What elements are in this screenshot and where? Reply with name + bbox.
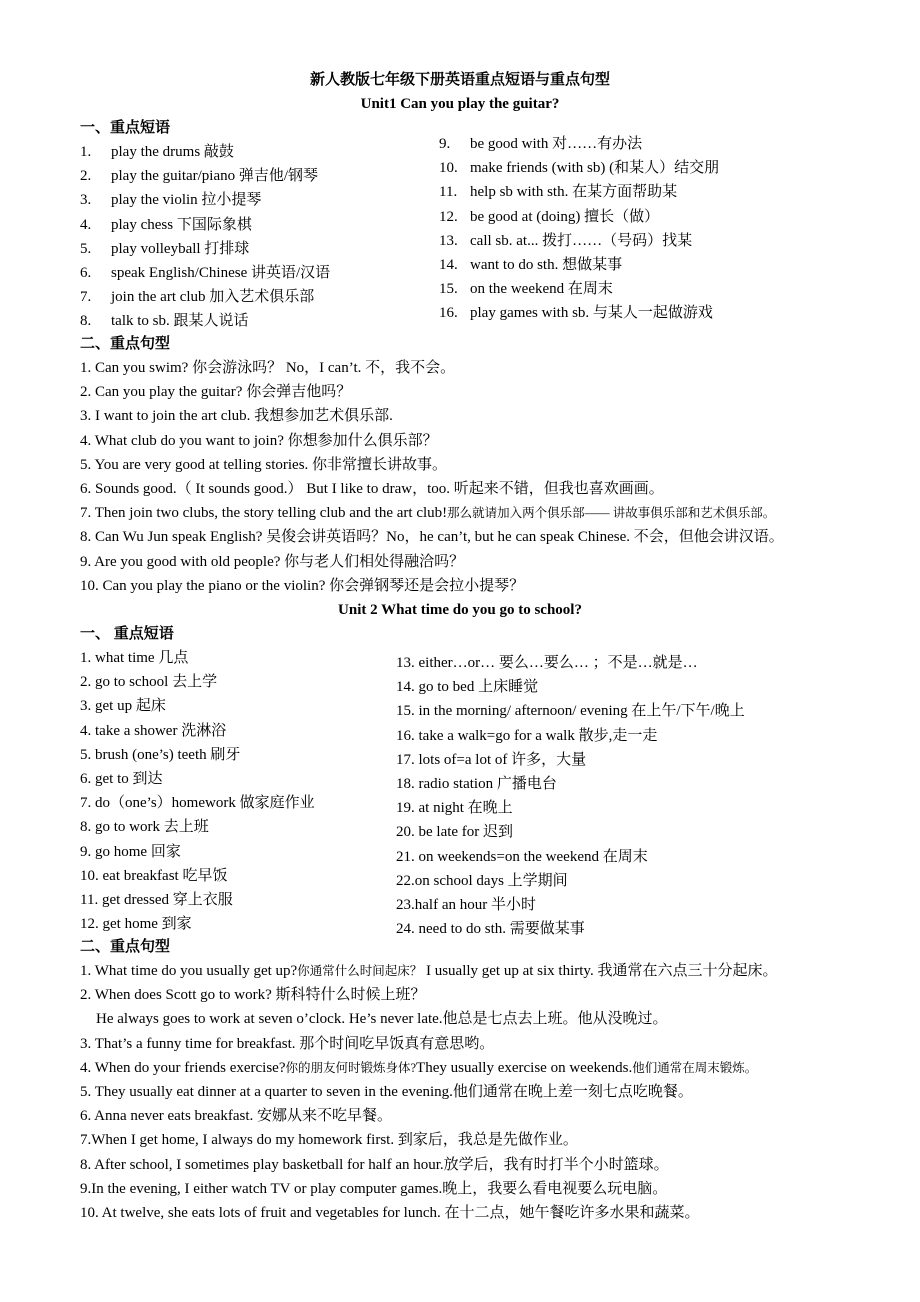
- item-text: want to do sth. 想做某事: [470, 256, 623, 273]
- unit1-phrases-heading: 一、重点短语: [80, 120, 171, 136]
- list-item: [80, 164, 330, 188]
- item-number: 11.: [439, 184, 458, 201]
- unit2-phrases-heading: 一、 重点短语: [80, 626, 174, 642]
- list-item: 9. go home 回家: [80, 843, 181, 860]
- sentence: [80, 550, 784, 574]
- sentence-text: 10. At twelve, she eats lots of fruit and vegetables for lunch. 在十二点，她午餐吃许多水果和蔬菜。: [80, 1204, 700, 1221]
- list-item: 1. what time 几点: [80, 650, 189, 666]
- item-text: be good with 对……有办法: [470, 136, 643, 152]
- sentence-text: 9.In the evening, I either watch TV or play computer games.晚上，我要么看电视要么玩电脑。: [80, 1180, 668, 1197]
- item-text: play the violin 拉小提琴: [111, 192, 262, 209]
- item-text: join the art club 加入艺术俱乐部: [111, 289, 315, 306]
- sentence: [80, 1056, 777, 1080]
- list-item: 3. get up 起床: [80, 698, 166, 715]
- sentence-text: He always goes to work at seven o’clock. He’s never late.他总是七点去上班。他从没晚过。: [96, 1011, 668, 1028]
- item-number: 13.: [439, 232, 458, 249]
- sentence-translation: 你的朋友何时锻炼身体?: [285, 1060, 417, 1075]
- unit2-sentences-list: [80, 959, 777, 1225]
- sentence: [80, 983, 777, 1007]
- sentence: [80, 1007, 777, 1031]
- item-number: 14.: [439, 256, 458, 273]
- list-item: [439, 180, 719, 204]
- list-item: [439, 229, 719, 253]
- list-item: 11. get dressed 穿上衣服: [80, 891, 233, 908]
- list-item: 22.on school days 上学期间: [396, 872, 568, 889]
- sentence-text: 5. You are very good at telling stories. 你非常擅长讲故事。: [80, 456, 448, 473]
- list-item: [80, 213, 330, 237]
- item-number: 5.: [80, 240, 92, 257]
- sentence: [80, 574, 784, 598]
- list-item: [439, 277, 719, 301]
- item-number: 2.: [80, 168, 92, 185]
- sentence-text: 3. I want to join the art club. 我想参加艺术俱乐部.: [80, 408, 393, 425]
- item-number: 7.: [80, 289, 92, 306]
- list-item: [439, 301, 719, 325]
- sentence-answer-translation: 他们通常在周末锻炼。: [632, 1060, 758, 1075]
- list-item: [439, 253, 719, 277]
- sentence-answer: I usually get up at six thirty. 我通常在六点三十分起床。: [422, 963, 778, 979]
- list-item: 24. need to do sth. 需要做某事: [396, 921, 585, 938]
- sentence: [80, 477, 784, 501]
- list-item: 13. either…or… 要么…要么… ；不是…就是…: [396, 655, 698, 671]
- unit1-sentences-heading: 二、重点句型: [80, 336, 171, 352]
- list-item: [80, 237, 330, 261]
- item-number: 10.: [439, 160, 458, 177]
- sentence: [80, 525, 784, 549]
- sentence: [80, 959, 777, 983]
- item-text: help sb with sth. 在某方面帮助某: [470, 184, 678, 201]
- sentence-text: 1. What time do you usually get up?: [80, 963, 298, 979]
- sentence-text: 6. Anna never eats breakfast. 安娜从来不吃早餐。: [80, 1108, 393, 1125]
- list-item: 14. go to bed 上床睡觉: [396, 679, 539, 696]
- list-item: 2. go to school 去上学: [80, 674, 218, 691]
- item-text: speak English/Chinese 讲英语/汉语: [111, 264, 331, 281]
- sentence: [80, 1032, 777, 1056]
- unit2-title: Unit 2 What time do you go to school?: [338, 602, 582, 618]
- unit2-phrases-right-list: [396, 651, 745, 941]
- item-text: make friends (with sb) (和某人）结交朋: [470, 160, 720, 177]
- item-number: 6.: [80, 264, 92, 281]
- list-item: 23.half an hour 半小时: [396, 896, 536, 913]
- unit2-sentences-heading: 二、重点句型: [80, 939, 171, 955]
- list-item: [80, 285, 330, 309]
- list-item: [80, 140, 330, 164]
- sentence: [80, 1128, 777, 1152]
- item-number: 9.: [439, 136, 451, 152]
- sentence: [80, 453, 784, 477]
- list-item: 19. at night 在晚上: [396, 800, 513, 817]
- item-text: talk to sb. 跟某人说话: [111, 313, 249, 330]
- item-text: play volleyball 打排球: [111, 240, 250, 257]
- sentence: [80, 501, 784, 525]
- item-text: play chess 下国际象棋: [111, 216, 252, 233]
- list-item: 17. lots of=a lot of 许多，大量: [396, 751, 587, 768]
- list-item: [80, 188, 330, 212]
- list-item: 15. in the morning/ afternoon/ evening 在上午/下午/晚上: [396, 703, 745, 720]
- sentence: [80, 1080, 777, 1104]
- item-text: play the drums 敲鼓: [111, 144, 234, 160]
- sentence-text: 2. When does Scott go to work? 斯科特什么时候上班？: [80, 987, 426, 1004]
- unit1-phrases-left-list: [80, 140, 330, 334]
- item-number: 16.: [439, 305, 458, 322]
- list-item: 5. brush (one’s) teeth 刷牙: [80, 746, 241, 763]
- sentence-text: 9. Are you good with old people? 你与老人们相处得融洽吗？: [80, 553, 465, 570]
- list-item: 10. eat breakfast 吃早饭: [80, 867, 228, 884]
- sentence: [80, 356, 784, 380]
- sentence-translation: 那么就请加入两个俱乐部—— 讲故事俱乐部和艺术俱乐部。: [447, 506, 776, 521]
- sentence: [80, 380, 784, 404]
- sentence-text: 8. Can Wu Jun speak English? 吴俊会讲英语吗？No，he can’t, but he can speak Chinese. 不会，但他会讲汉语。: [80, 529, 784, 546]
- sentence-text: 8. After school, I sometimes play basketball for half an hour.放学后，我有时打半个小时篮球。: [80, 1156, 669, 1173]
- list-item: 12. get home 到家: [80, 916, 192, 933]
- item-number: 1.: [80, 144, 92, 160]
- sentence-text: 1. Can you swim? 你会游泳吗？ No，I can’t. 不，我不会。: [80, 360, 456, 376]
- list-item: 21. on weekends=on the weekend 在周末: [396, 848, 648, 865]
- unit2-phrases-left-list: [80, 646, 315, 936]
- list-item: [80, 309, 330, 333]
- sentence-text: 5. They usually eat dinner at a quarter to seven in the evening.他们通常在晚上差一刻七点吃晚餐。: [80, 1083, 693, 1100]
- list-item: 20. be late for 迟到: [396, 824, 514, 841]
- list-item: 8. go to work 去上班: [80, 819, 209, 836]
- sentence: [80, 404, 784, 428]
- list-item: [439, 132, 719, 156]
- sentence-text: 6. Sounds good.（ It sounds good.） But I like to draw，too. 听起来不错，但我也喜欢画画。: [80, 480, 664, 497]
- item-text: on the weekend 在周末: [470, 281, 613, 298]
- sentence-text: 4. What club do you want to join? 你想参加什么俱乐部？: [80, 432, 438, 449]
- sentence: [80, 1177, 777, 1201]
- list-item: 7. do（one’s）homework 做家庭作业: [80, 795, 315, 812]
- list-item: 18. radio station 广播电台: [396, 775, 557, 792]
- sentence: [80, 1104, 777, 1128]
- sentence-text: 7.When I get home, I always do my homework first. 到家后，我总是先做作业。: [80, 1132, 578, 1149]
- item-text: play the guitar/piano 弹吉他/钢琴: [111, 168, 319, 185]
- sentence-text: 7. Then join two clubs, the story telling club and the art club!: [80, 505, 448, 522]
- unit1-phrases-right-list: [439, 132, 719, 326]
- unit1-title: Unit1 Can you play the guitar?: [360, 96, 560, 112]
- list-item: [80, 261, 330, 285]
- sentence-text: 2. Can you play the guitar? 你会弹吉他吗？: [80, 384, 352, 401]
- item-text: be good at (doing) 擅长（做）: [470, 208, 660, 225]
- sentence-answer: They usually exercise on weekends.: [416, 1059, 633, 1076]
- list-item: 6. get to 到达: [80, 770, 163, 787]
- sentence: [80, 1153, 777, 1177]
- sentence-translation: 你通常什么时间起床？: [297, 964, 423, 978]
- sentence-text: 4. When do your friends exercise?: [80, 1059, 286, 1076]
- item-number: 8.: [80, 313, 92, 330]
- item-text: play games with sb. 与某人一起做游戏: [470, 305, 713, 322]
- unit1-sentences-list: [80, 356, 784, 598]
- list-item: 16. take a walk=go for a walk 散步,走一走: [396, 727, 658, 744]
- sentence: [80, 429, 784, 453]
- list-item: [439, 156, 719, 180]
- item-number: 3.: [80, 192, 92, 209]
- item-text: call sb. at... 拨打……（号码）找某: [470, 232, 693, 249]
- item-number: 12.: [439, 208, 458, 225]
- sentence-text: 3. That’s a funny time for breakfast. 那个时间吃早饭真有意思哟。: [80, 1035, 495, 1052]
- item-number: 4.: [80, 216, 92, 233]
- sentence: [80, 1201, 777, 1225]
- sentence-text: 10. Can you play the piano or the violin? 你会弹钢琴还是会拉小提琴？: [80, 577, 525, 594]
- list-item: [439, 205, 719, 229]
- item-number: 15.: [439, 281, 458, 298]
- document-title: 新人教版七年级下册英语重点短语与重点句型: [309, 72, 610, 88]
- list-item: 4. take a shower 洗淋浴: [80, 722, 227, 739]
